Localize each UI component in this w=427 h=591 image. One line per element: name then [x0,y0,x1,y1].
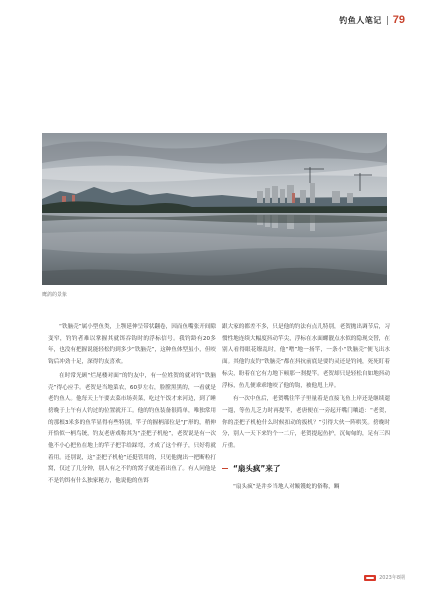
column-title: 钓鱼人笔记 [339,14,382,25]
lake-photo [42,133,387,285]
photo-caption: 鹰鸽的景象 [42,292,68,298]
magazine-logo-icon [364,575,376,581]
article-column-right [222,322,390,496]
running-header [339,14,405,26]
heading-accent [222,468,228,469]
paragraph: 有一次中鱼后，老贺嘴往竿子里量着是直接飞鱼上岸还是继续遛一遛，等鱼儿乏力时再提竿，老唐便在一旁起开嘴门嚷道：“老贺，你的歪把子机枪什么时候扣动的扳机？”引得大伙一阵哄笑。傍晚时分，别人一天下来钓个一二斤，老贺提起鱼护，沉甸甸的，足有三四斤重。 [222,396,390,450]
paragraph: 跟大家的都差不多，只是他的钓法有点儿特别，老贺抛出调节后，习惯性地连续大幅度抖动竿尖，浮标在水面螺靓点水似的隐现交替，在别人看得眼花缭乱时，他“噌”地一扬竿，一条小“铁脑壳”便飞出水面。其他钓友钓“铁脑壳”都在抖抗前底是要钓灵还是钓钝，死死盯着标尖，盼着在它有力地下顿那一刹提竿。老贺却只是轻松自如地抖动浮标，鱼儿便乖乖地咬了他的钩，被他甩上岸。 [222,324,391,389]
section-heading [222,463,390,475]
issue-label: 2023年8期 [379,575,405,581]
page-number: 79 [392,14,405,26]
paragraph: “铁脑壳”属小型鱼类，上颚延伸呈带状翻卷，因而鱼嘴张开间隙变窄，钓钓者难以掌握其就饵吞钩时的浮标信号。我钓龄有20多年，也没有把握说能轻松钓到多少“铁脑壳”，这种鱼体型虽小，但咬钩后冲劲十足，深得钓友喜欢。 [48,324,217,366]
paragraph: 在时常光顾“烂尾楼对面”的钓友中，有一位姓贺的就对钓“铁脑壳”得心应手。老贺是当地菜农，60岁左右，脸膛黑黑的，一看就是老钓鱼人。他每天上午要去菜市场卖菜，吃过午饭才来河边，到了睡傍晚于上午有人钓过的位置就开工。他的钓鱼装备很简单，唯独常用的那根3米多的鱼竿显得有些特别，竿子的握柄部位是“J”形的，稍伸开恰似一柄鸟铳，钓友老唐戏称其为“歪把子机枪”，老贺说是有一次他不小心把鱼在地上的竿子把手给踩弯，才成了这个样子，只好将就着用。还别说，这“歪把子机枪”还挺管用的，只见他抛出一把断粒打窝，仅过了几分钟，别人有之不钓的窝子就连着出鱼了。有人问他是不是钓饵有什么独家秘方，他说他的鱼饵 [48,372,217,485]
header-divider [387,16,388,25]
article-column-left [48,322,216,490]
page-footer [364,574,405,581]
section-title: “扇头疯”来了 [233,463,281,473]
paragraph: “扇头疯”是井乡当地人对鲅镬蛇的俗称，鲷 [233,484,340,491]
